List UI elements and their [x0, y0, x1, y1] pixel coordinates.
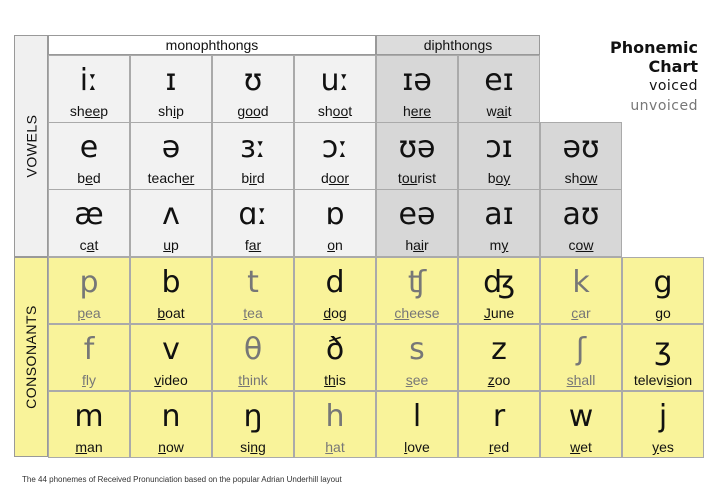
word-prefix: sh — [317, 103, 333, 119]
phoneme-cell — [48, 189, 130, 257]
word-suffix: ed — [493, 439, 510, 455]
example-word — [623, 439, 703, 455]
phoneme-cell — [294, 122, 376, 190]
word-prefix: teach — [147, 170, 182, 186]
word-prefix: h — [402, 103, 411, 119]
phoneme-symbol: p — [79, 265, 99, 300]
word-suffix: ion — [673, 372, 693, 388]
word-prefix: h — [405, 237, 414, 253]
word-highlight: z — [487, 372, 495, 388]
phoneme-cell — [48, 257, 130, 324]
word-suffix: t — [507, 103, 512, 119]
consonants-label-text: CONSONANTS — [23, 305, 40, 409]
phoneme-symbol: ʧ — [407, 265, 427, 300]
phoneme-cell — [212, 324, 294, 391]
example-word — [131, 439, 211, 455]
word-highlight: J — [483, 305, 491, 321]
example-word — [459, 103, 539, 119]
example-word — [131, 372, 211, 388]
word-prefix: c — [79, 237, 87, 253]
word-highlight: ir — [249, 170, 257, 186]
word-highlight: th — [324, 372, 336, 388]
phoneme-cell — [376, 391, 458, 458]
example-word — [459, 170, 539, 186]
word-highlight: c — [571, 305, 579, 321]
word-prefix: t — [397, 170, 402, 186]
word-suffix: oat — [165, 305, 185, 321]
phoneme-symbol: ð — [325, 332, 345, 367]
word-highlight: ar — [248, 237, 262, 253]
phoneme-symbol: n — [161, 399, 181, 434]
word-highlight: v — [154, 372, 162, 388]
phoneme-symbol: ɔː — [321, 130, 349, 165]
phoneme-symbol: v — [162, 332, 180, 367]
word-highlight: oo — [245, 103, 261, 119]
example-word — [213, 237, 293, 253]
phoneme-symbol: ʊ — [243, 63, 263, 98]
example-word — [213, 372, 293, 388]
word-highlight: ee — [84, 103, 101, 119]
phoneme-cell — [48, 391, 130, 458]
phoneme-cell — [212, 257, 294, 324]
word-suffix: ee — [412, 372, 429, 388]
word-prefix: b — [487, 170, 496, 186]
phoneme-cell — [458, 257, 540, 324]
word-suffix: ove — [407, 439, 430, 455]
phoneme-cell — [212, 55, 294, 123]
phoneme-cell — [540, 189, 622, 257]
word-highlight: oy — [495, 170, 511, 186]
word-prefix: m — [489, 237, 502, 253]
word-highlight: ch — [394, 305, 410, 321]
phoneme-cell — [376, 189, 458, 257]
phoneme-cell — [212, 391, 294, 458]
phoneme-symbol: aɪ — [484, 197, 514, 232]
diphthongs-header: diphthongs — [376, 35, 540, 55]
phoneme-cell — [48, 122, 130, 190]
example-word — [541, 170, 621, 186]
phoneme-cell — [622, 257, 704, 324]
word-suffix: all — [581, 372, 596, 388]
example-word — [295, 439, 375, 455]
word-suffix: d — [92, 170, 101, 186]
word-prefix: sh — [158, 103, 173, 119]
word-suffix: p — [176, 103, 184, 119]
monophthongs-header: monophthongs — [48, 35, 376, 55]
example-word — [131, 237, 211, 253]
phoneme-cell — [458, 55, 540, 123]
word-suffix: et — [580, 439, 592, 455]
phoneme-cell — [376, 55, 458, 123]
phoneme-cell — [622, 391, 704, 458]
word-suffix: d — [260, 103, 269, 119]
phoneme-symbol: f — [83, 332, 95, 367]
word-highlight: u — [163, 237, 171, 253]
word-suffix: o — [663, 305, 671, 321]
example-word — [541, 439, 621, 455]
phoneme-symbol: ɑː — [238, 197, 268, 232]
example-word — [541, 372, 621, 388]
phoneme-cell — [48, 324, 130, 391]
phoneme-symbol: ʃ — [575, 332, 587, 367]
legend-unvoiced: unvoiced — [630, 98, 698, 114]
example-word — [131, 305, 211, 321]
phoneme-cell — [294, 324, 376, 391]
word-highlight: a — [86, 237, 95, 253]
phoneme-symbol: m — [74, 399, 104, 434]
word-prefix: sh — [564, 170, 580, 186]
word-suffix: og — [331, 305, 347, 321]
word-highlight: o — [327, 237, 335, 253]
phoneme-symbol: ɒ — [325, 197, 345, 232]
example-word — [377, 237, 457, 253]
phoneme-cell — [622, 324, 704, 391]
example-word — [459, 237, 539, 253]
word-highlight: d — [323, 305, 332, 321]
phoneme-cell — [130, 122, 212, 190]
word-prefix: w — [486, 103, 497, 119]
word-suffix: p — [171, 237, 179, 253]
phoneme-symbol: æ — [74, 197, 104, 232]
word-suffix: ow — [165, 439, 184, 455]
word-highlight: ow — [579, 170, 598, 186]
phoneme-cell — [458, 189, 540, 257]
phoneme-symbol: θ — [243, 332, 263, 367]
phoneme-symbol: k — [572, 265, 590, 300]
consonants-label — [14, 257, 48, 457]
phoneme-cell — [458, 391, 540, 458]
word-highlight: y — [501, 237, 509, 253]
phoneme-symbol: ŋ — [243, 399, 263, 434]
word-highlight: i — [172, 103, 177, 119]
word-suffix: ar — [578, 305, 591, 321]
phoneme-symbol: e — [79, 130, 99, 165]
word-prefix: televi — [633, 372, 667, 388]
word-highlight: sh — [566, 372, 582, 388]
phoneme-symbol: w — [568, 399, 594, 434]
phoneme-cell — [294, 257, 376, 324]
word-highlight: m — [75, 439, 88, 455]
word-suffix: t — [348, 103, 353, 119]
vowels-label — [14, 35, 48, 257]
phoneme-symbol: l — [412, 399, 422, 434]
word-highlight: p — [77, 305, 86, 321]
phoneme-cell — [130, 189, 212, 257]
phoneme-symbol: ʒ — [654, 332, 672, 367]
chart-title-line-1: Phonemic — [610, 38, 698, 57]
phoneme-symbol: ɪ — [165, 63, 177, 98]
chart-title-block — [610, 38, 698, 116]
phoneme-cell — [212, 189, 294, 257]
word-highlight: y — [652, 439, 660, 455]
phoneme-cell — [458, 122, 540, 190]
word-highlight: h — [325, 439, 334, 455]
word-highlight: ou — [401, 170, 418, 186]
example-word — [377, 372, 457, 388]
phoneme-symbol: əʊ — [562, 130, 600, 165]
word-highlight: t — [243, 305, 248, 321]
example-word — [213, 103, 293, 119]
word-suffix: es — [659, 439, 674, 455]
example-word — [295, 170, 375, 186]
word-highlight: er — [181, 170, 195, 186]
word-highlight: ng — [250, 439, 266, 455]
word-suffix: n — [335, 237, 343, 253]
word-highlight: oor — [328, 170, 350, 186]
phoneme-symbol: ɜː — [239, 130, 267, 165]
word-suffix: une — [490, 305, 515, 321]
phoneme-cell — [458, 324, 540, 391]
word-suffix: ly — [85, 372, 96, 388]
word-suffix: ideo — [161, 372, 188, 388]
example-word — [377, 439, 457, 455]
phoneme-cell — [376, 257, 458, 324]
example-word — [213, 439, 293, 455]
phoneme-symbol: eə — [398, 197, 436, 232]
phoneme-cell — [130, 55, 212, 123]
phoneme-symbol: ʊə — [398, 130, 436, 165]
phoneme-cell — [540, 122, 622, 190]
phoneme-symbol: b — [161, 265, 181, 300]
word-highlight: r — [488, 439, 494, 455]
example-word — [459, 439, 539, 455]
example-word — [623, 372, 703, 388]
example-word — [295, 103, 375, 119]
phoneme-cell — [540, 391, 622, 458]
example-word — [49, 170, 129, 186]
phoneme-symbol: iː — [79, 63, 99, 98]
word-highlight: f — [81, 372, 86, 388]
phoneme-cell — [130, 257, 212, 324]
word-highlight: ere — [410, 103, 432, 119]
example-word — [459, 372, 539, 388]
word-suffix: t — [94, 237, 99, 253]
word-prefix: c — [568, 237, 576, 253]
example-word — [623, 305, 703, 321]
word-suffix: r — [424, 237, 429, 253]
word-highlight: ai — [496, 103, 508, 119]
word-prefix: b — [241, 170, 250, 186]
example-word — [295, 372, 375, 388]
word-prefix: sh — [69, 103, 85, 119]
word-suffix: ink — [249, 372, 268, 388]
example-word — [295, 305, 375, 321]
example-word — [49, 103, 129, 119]
word-highlight: l — [404, 439, 408, 455]
phoneme-symbol: s — [409, 332, 425, 367]
phoneme-cell — [294, 189, 376, 257]
vowels-label-text: VOWELS — [23, 114, 39, 178]
phoneme-cell — [540, 257, 622, 324]
phoneme-cell — [48, 55, 130, 123]
word-suffix: is — [335, 372, 346, 388]
phoneme-symbol: uː — [320, 63, 350, 98]
legend-voiced: voiced — [649, 78, 698, 94]
phoneme-symbol: ʤ — [483, 265, 515, 300]
phoneme-symbol: ɪə — [402, 63, 432, 98]
word-highlight: th — [238, 372, 250, 388]
word-highlight: s — [405, 372, 413, 388]
word-suffix: d — [256, 170, 265, 186]
example-word — [131, 103, 211, 119]
phoneme-cell — [376, 324, 458, 391]
word-highlight: oo — [332, 103, 349, 119]
example-word — [541, 305, 621, 321]
phoneme-cell — [376, 122, 458, 190]
example-word — [213, 170, 293, 186]
example-word — [49, 439, 129, 455]
word-highlight: ow — [575, 237, 594, 253]
example-word — [49, 372, 129, 388]
word-suffix: eese — [409, 305, 440, 321]
phoneme-symbol: d — [325, 265, 345, 300]
chart-title-line-2: Chart — [648, 57, 698, 76]
word-suffix: p — [100, 103, 109, 119]
phoneme-symbol: aʊ — [562, 197, 600, 232]
example-word — [295, 237, 375, 253]
word-suffix: ea — [85, 305, 101, 321]
word-prefix: f — [244, 237, 249, 253]
phoneme-cell — [294, 55, 376, 123]
phoneme-cell — [294, 391, 376, 458]
phoneme-symbol: ɔɪ — [485, 130, 513, 165]
word-suffix: an — [87, 439, 103, 455]
word-highlight: s — [666, 372, 674, 388]
word-suffix: ea — [247, 305, 263, 321]
word-suffix: at — [333, 439, 345, 455]
example-word — [377, 305, 457, 321]
example-word — [541, 237, 621, 253]
word-suffix: rist — [417, 170, 437, 186]
phoneme-symbol: r — [492, 399, 506, 434]
word-highlight: b — [157, 305, 166, 321]
example-word — [131, 170, 211, 186]
word-suffix: oo — [494, 372, 511, 388]
phoneme-cell — [130, 391, 212, 458]
word-highlight: g — [655, 305, 663, 321]
phoneme-symbol: j — [658, 399, 668, 434]
phoneme-symbol: t — [247, 265, 259, 300]
example-word — [377, 170, 457, 186]
example-word — [377, 103, 457, 119]
phoneme-symbol: ə — [161, 130, 181, 165]
word-prefix: b — [77, 170, 86, 186]
word-prefix: d — [320, 170, 329, 186]
phoneme-symbol: h — [325, 399, 345, 434]
phoneme-symbol: z — [491, 332, 507, 367]
caption: The 44 phonemes of Received Pronunciation based on the popular Adrian Underhill layout — [22, 475, 342, 484]
word-prefix: g — [237, 103, 246, 119]
phoneme-cell — [212, 122, 294, 190]
word-highlight: e — [85, 170, 93, 186]
example-word — [459, 305, 539, 321]
phoneme-cell — [130, 324, 212, 391]
word-highlight: w — [570, 439, 581, 455]
phoneme-symbol: ʌ — [162, 197, 180, 232]
word-prefix: si — [240, 439, 251, 455]
example-word — [49, 305, 129, 321]
word-highlight: n — [158, 439, 166, 455]
word-highlight: ai — [413, 237, 425, 253]
example-word — [213, 305, 293, 321]
phoneme-symbol: eɪ — [484, 63, 514, 98]
phoneme-cell — [540, 324, 622, 391]
phoneme-symbol: g — [653, 265, 673, 300]
example-word — [49, 237, 129, 253]
